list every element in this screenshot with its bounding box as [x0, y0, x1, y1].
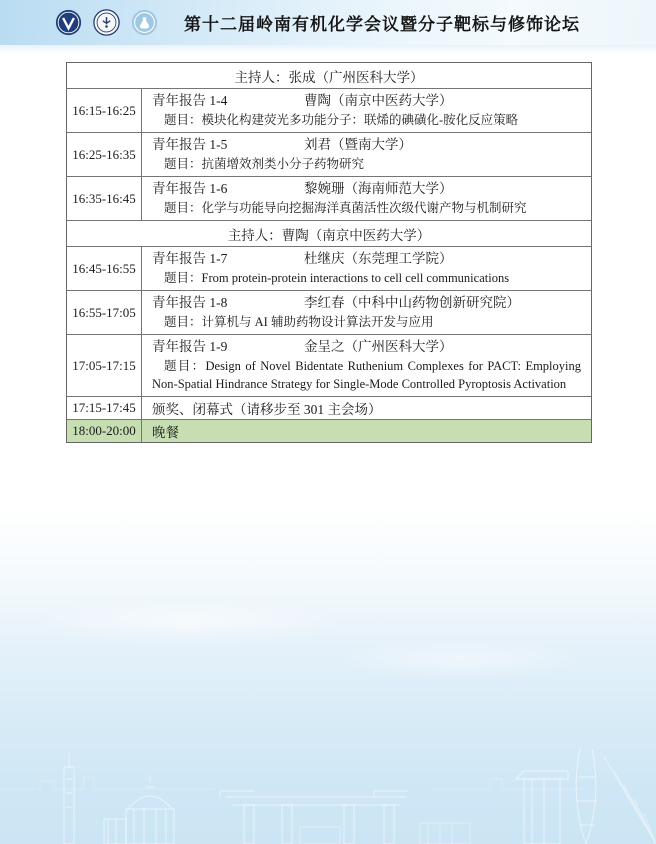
talk-row: [67, 88, 591, 132]
talk-cell: [142, 89, 591, 132]
speaker-name: 黎婉珊（海南师范大学）: [304, 181, 453, 196]
talk-title: 题目：模块化构建荧光多功能分子：联烯的碘磺化-胺化反应策略: [164, 113, 519, 127]
time-cell: 17:15-17:45: [67, 397, 142, 419]
event-text: 晚餐: [152, 425, 179, 440]
talk-title: 题目：Design of Novel Bidentate Ruthenium Complexes for PACT: Employing Non-Spatial Hindrance Strategy for Single-Mode Controlled Pyroptosis Activation: [152, 359, 581, 391]
talk-row: [67, 334, 591, 396]
host-text: 主持人：曹陶（南京中医药大学）: [227, 227, 431, 243]
host-row: [67, 220, 591, 246]
white-seal-emblem-icon: [93, 9, 120, 36]
time-cell: 16:25-16:35: [67, 133, 142, 176]
cloud-decoration: [330, 640, 590, 680]
speaker-name: 李红春（中科中山药物创新研究院）: [304, 295, 520, 310]
event-text: 颁奖、闭幕式（请移步至 301 主会场）: [152, 402, 382, 417]
navy-shield-emblem-icon: [55, 9, 82, 36]
talk-cell: [142, 335, 591, 396]
report-number: 青年报告 1-9: [152, 339, 228, 354]
talk-cell: [142, 177, 591, 220]
schedule-table: [66, 62, 592, 443]
closing-row: [67, 396, 591, 419]
blue-flask-emblem-icon: [131, 9, 158, 36]
city-skyline-watermark: [0, 749, 656, 844]
speaker-name: 刘君（暨南大学）: [304, 137, 412, 152]
speaker-name: 金呈之（广州医科大学）: [304, 339, 453, 354]
talk-row: [67, 290, 591, 334]
speaker-name: 杜继庆（东莞理工学院）: [304, 251, 453, 266]
conference-title: 第十二届岭南有机化学会议暨分子靶标与修饰论坛: [184, 15, 580, 34]
time-cell: 17:05-17:15: [67, 335, 142, 396]
report-number: 青年报告 1-7: [152, 251, 228, 266]
talk-row: [67, 176, 591, 220]
host-text: 主持人：张成（广州医科大学）: [234, 69, 424, 85]
report-number: 青年报告 1-4: [152, 93, 228, 108]
speaker-name: 曹陶（南京中医药大学）: [304, 93, 453, 108]
logo-group: [55, 9, 158, 36]
talk-row: [67, 132, 591, 176]
header-banner: [0, 0, 656, 45]
dinner-row: [67, 419, 591, 442]
time-cell: 16:55-17:05: [67, 291, 142, 334]
host-row: [67, 63, 591, 88]
report-number: 青年报告 1-5: [152, 137, 228, 152]
talk-title: 题目：From protein-protein interactions to cell cell communications: [164, 271, 510, 285]
talk-cell: [142, 247, 591, 290]
talk-title: 题目：计算机与 AI 辅助药物设计算法开发与应用: [164, 315, 434, 329]
time-cell: 16:45-16:55: [67, 247, 142, 290]
time-cell: 16:15-16:25: [67, 89, 142, 132]
time-cell: 18:00-20:00: [67, 420, 142, 442]
cloud-decoration: [30, 598, 350, 644]
talk-cell: [142, 133, 591, 176]
report-number: 青年报告 1-8: [152, 295, 228, 310]
talk-cell: [142, 291, 591, 334]
time-cell: 16:35-16:45: [67, 177, 142, 220]
talk-title: 题目：抗菌增效剂类小分子药物研究: [164, 157, 365, 171]
talk-title: 题目：化学与功能导向挖掘海洋真菌活性次级代谢产物与机制研究: [164, 201, 527, 215]
talk-row: [67, 246, 591, 290]
report-number: 青年报告 1-6: [152, 181, 228, 196]
